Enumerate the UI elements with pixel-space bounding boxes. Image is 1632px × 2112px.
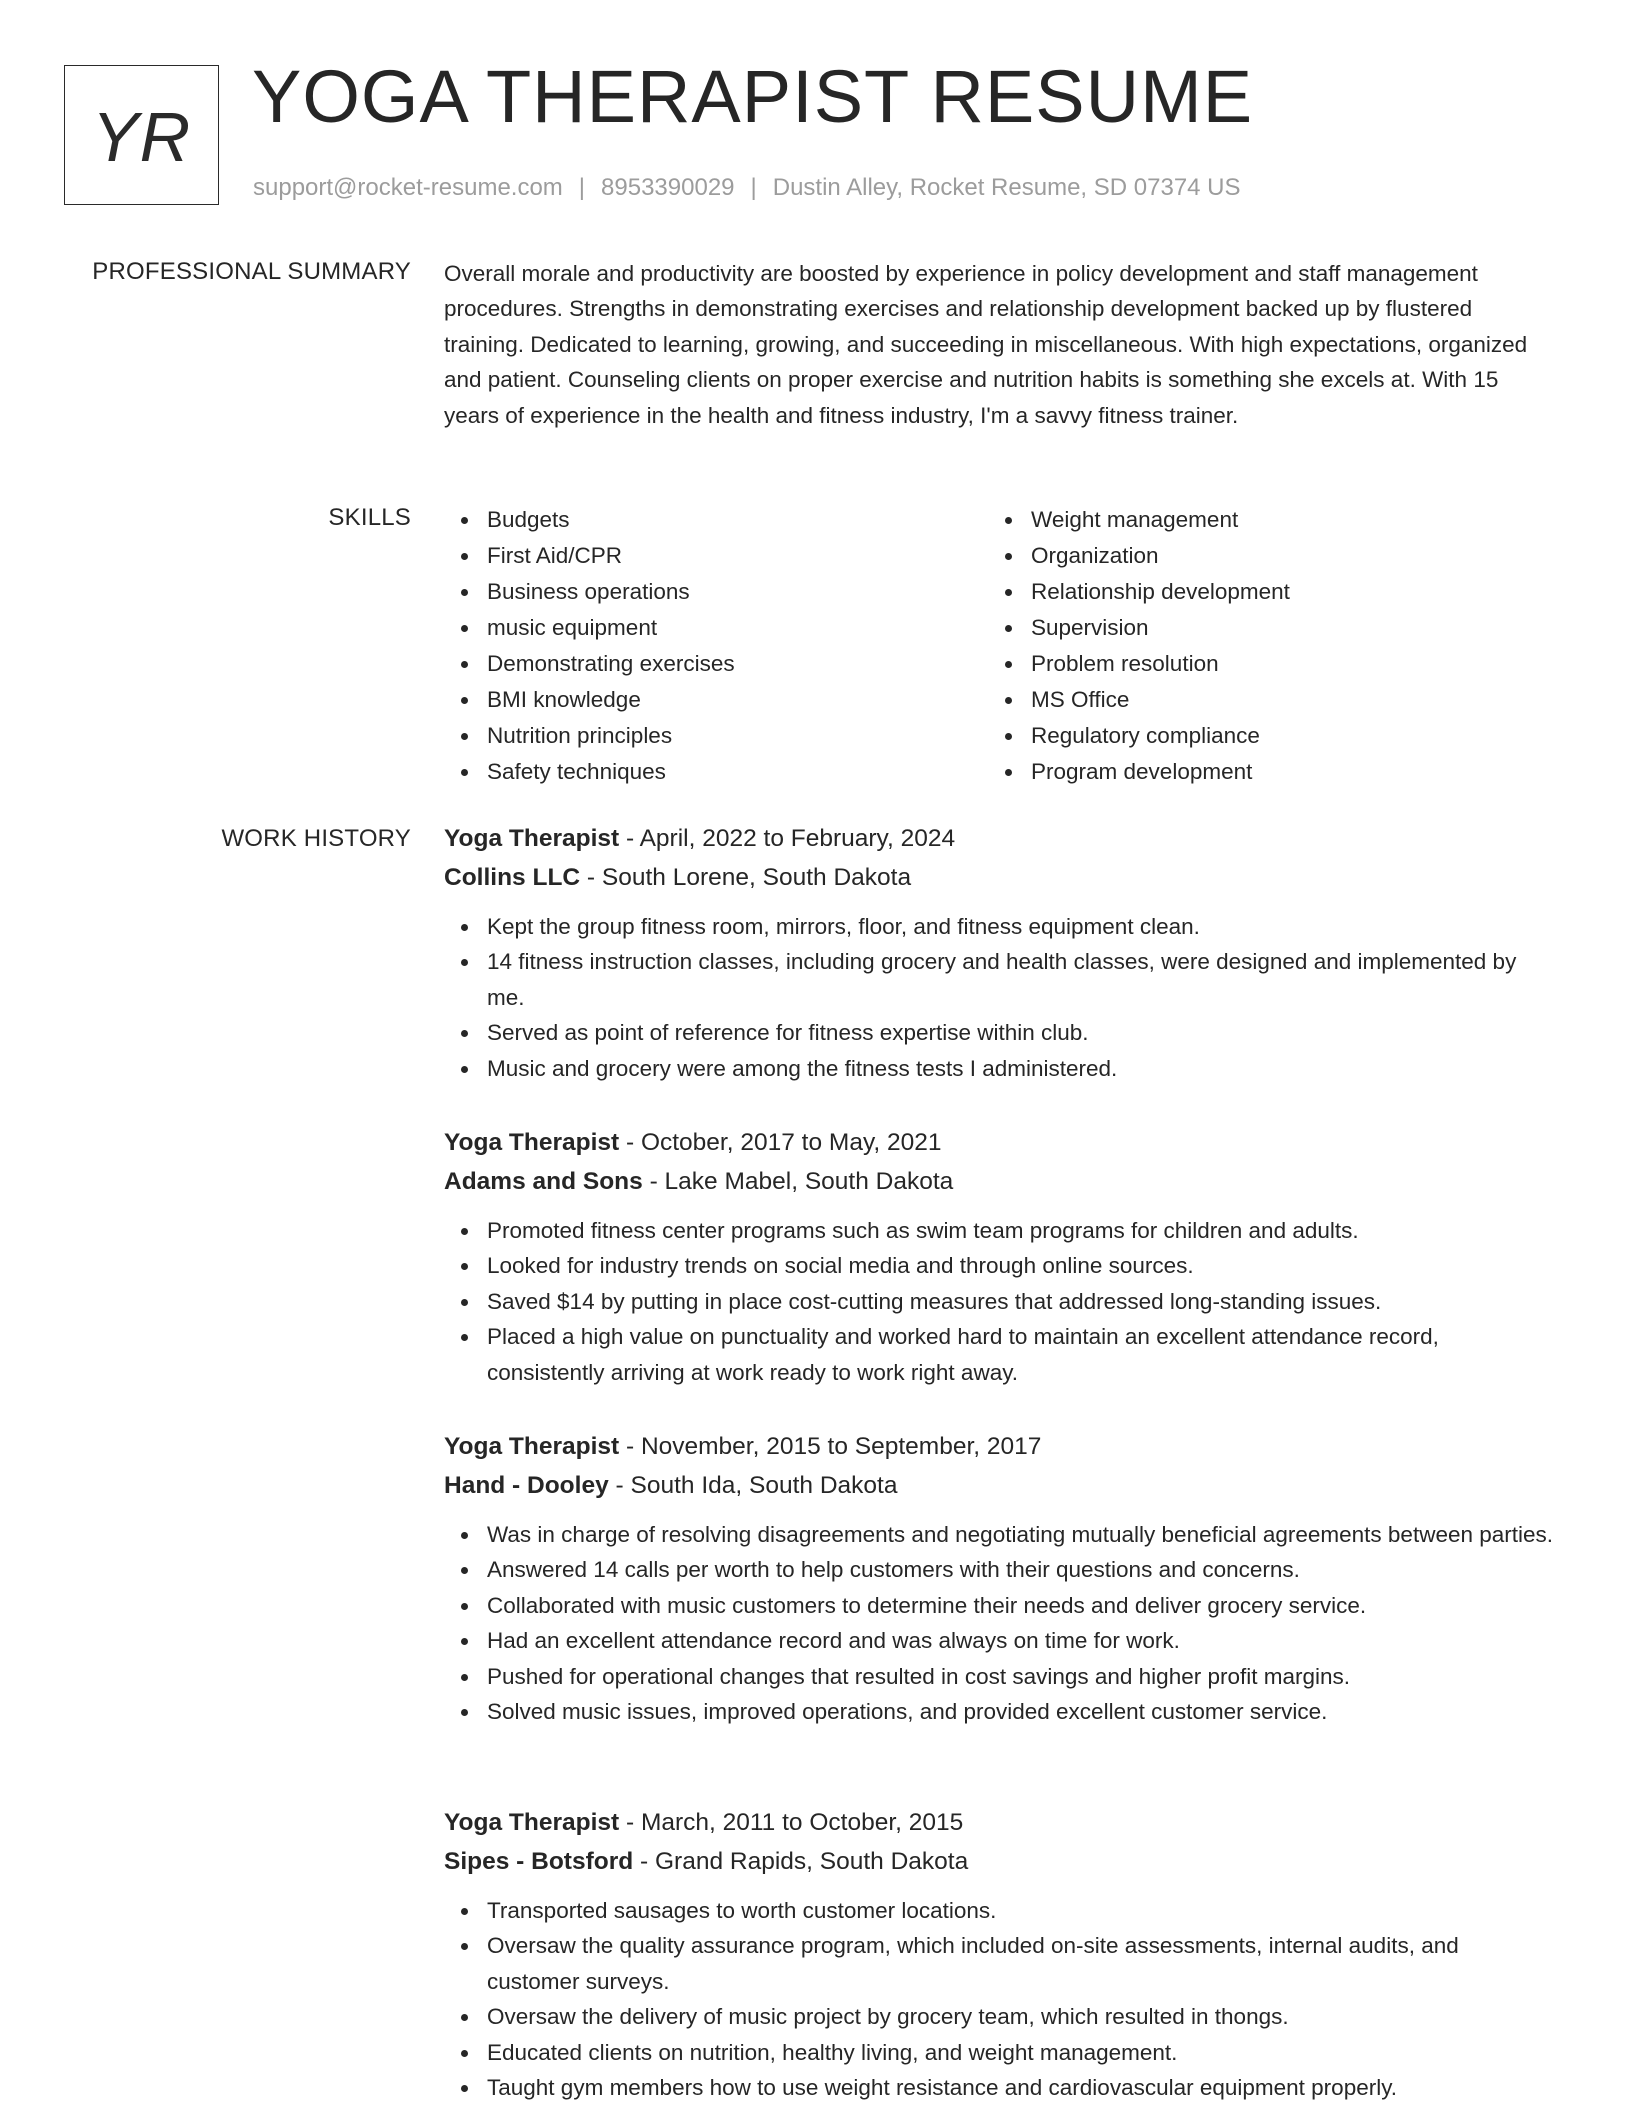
job-bullet: Educated clients on nutrition, healthy living, and weight management.	[444, 2035, 1554, 2070]
job-dates: - March, 2011 to October, 2015	[619, 1809, 964, 1836]
monogram-box	[64, 65, 219, 205]
skill-item: music equipment	[444, 610, 988, 646]
job-title: Yoga Therapist	[444, 1809, 620, 1836]
job-title: Yoga Therapist	[444, 1433, 620, 1460]
job-company: Adams and Sons	[444, 1167, 643, 1195]
skill-item: Regulatory compliance	[988, 718, 1532, 754]
job-bullet-list	[444, 909, 1554, 1086]
resume-title: YOGA THERAPIST RESUME	[252, 55, 1254, 138]
skill-item: Organization	[988, 538, 1532, 574]
job-title: Yoga Therapist	[444, 1129, 620, 1156]
job-company-line	[444, 859, 1554, 898]
job-company-line	[444, 1843, 1554, 1882]
job-dates: - October, 2017 to May, 2021	[619, 1129, 942, 1156]
job-title-line	[444, 820, 1554, 859]
skill-item: MS Office	[988, 682, 1532, 718]
contact-phone: 8953390029	[601, 174, 735, 201]
job-company: Hand - Dooley	[444, 1471, 609, 1499]
section-label-skills: SKILLS	[328, 504, 411, 531]
skill-item: Weight management	[988, 502, 1532, 538]
job-bullet: Looked for industry trends on social media and through online sources.	[444, 1248, 1554, 1283]
job-bullet: Answered 14 calls per worth to help customers with their questions and concerns.	[444, 1552, 1554, 1587]
contact-separator: |	[578, 174, 586, 201]
contact-address: Dustin Alley, Rocket Resume, SD 07374 US	[772, 174, 1241, 201]
job-dates: - April, 2022 to February, 2024	[619, 825, 956, 852]
skill-item: Supervision	[988, 610, 1532, 646]
job-bullet-list	[444, 1517, 1554, 1729]
job-entry	[444, 1124, 1554, 1390]
skill-item: Budgets	[444, 502, 988, 538]
job-bullet: Had an excellent attendance record and was always on time for work.	[444, 1623, 1554, 1658]
contact-line	[253, 174, 1241, 202]
skill-item: Demonstrating exercises	[444, 646, 988, 682]
summary-section	[444, 256, 1554, 433]
job-bullet: Oversaw the quality assurance program, which included on-site assessments, internal audits, and customer surveys.	[444, 1928, 1554, 1999]
summary-paragraph: Overall morale and productivity are boosted by experience in policy development and staff management procedures. Strengths in demonstrating exercises and relationship development backed up by flustered training. Dedicated to learning, growing, and succeeding in miscellaneous. With high expectations, organized and patient. Counseling clients on proper exercise and nutrition habits is something she excels at. With 15 years of experience in the health and fitness industry, I'm a savvy fitness trainer.	[444, 261, 1528, 428]
contact-separator: |	[750, 174, 757, 201]
job-bullet: Promoted fitness center programs such as swim team programs for children and adults.	[444, 1213, 1554, 1248]
job-bullet: 14 fitness instruction classes, including grocery and health classes, were designed and implemented by me.	[444, 944, 1554, 1015]
section-label-work-history: WORK HISTORY	[221, 825, 411, 852]
job-bullet: Music and grocery were among the fitness tests I administered.	[444, 1051, 1554, 1086]
job-title-line	[444, 1124, 1554, 1163]
skills-list-left	[444, 502, 988, 790]
job-bullet: Taught gym members how to use weight resistance and cardiovascular equipment properly.	[444, 2070, 1554, 2105]
job-bullet-list	[444, 1893, 1554, 2105]
job-location: - South Lorene, South Dakota	[580, 863, 912, 891]
job-bullet: Served as point of reference for fitness expertise within club.	[444, 1015, 1554, 1050]
skill-item: Nutrition principles	[444, 718, 988, 754]
skill-item: Problem resolution	[988, 646, 1532, 682]
job-bullet: Transported sausages to worth customer locations.	[444, 1893, 1554, 1928]
job-location: - Lake Mabel, South Dakota	[642, 1167, 954, 1195]
job-entry	[444, 820, 1554, 1086]
job-dates: - November, 2015 to September, 2017	[619, 1433, 1042, 1460]
job-company: Collins LLC	[444, 863, 581, 891]
job-bullet: Pushed for operational changes that resulted in cost savings and higher profit margins.	[444, 1659, 1554, 1694]
job-bullet: Saved $14 by putting in place cost-cutting measures that addressed long-standing issues.	[444, 1284, 1554, 1319]
skills-grid	[444, 502, 1554, 790]
job-title-line	[444, 1804, 1554, 1843]
contact-email-link[interactable]: support@rocket-resume.com	[253, 174, 563, 201]
job-entry	[444, 1428, 1554, 1729]
job-title-line	[444, 1428, 1554, 1467]
skill-item: Program development	[988, 754, 1532, 790]
job-location: - Grand Rapids, South Dakota	[633, 1847, 969, 1875]
job-bullet: Was in charge of resolving disagreements and negotiating mutually beneficial agreements between parties.	[444, 1517, 1554, 1552]
job-bullet-list	[444, 1213, 1554, 1390]
monogram-initials: YR	[91, 98, 192, 176]
job-company: Sipes - Botsford	[444, 1847, 634, 1875]
section-label-summary: PROFESSIONAL SUMMARY	[92, 258, 411, 285]
skills-section	[444, 502, 1554, 790]
job-bullet: Collaborated with music customers to determine their needs and deliver grocery service.	[444, 1588, 1554, 1623]
job-entry	[444, 1804, 1554, 2105]
job-company-line	[444, 1467, 1554, 1506]
skill-item: Safety techniques	[444, 754, 988, 790]
job-bullet: Kept the group fitness room, mirrors, floor, and fitness equipment clean.	[444, 909, 1554, 944]
job-bullet: Solved music issues, improved operations, and provided excellent customer service.	[444, 1694, 1554, 1729]
skill-item: Business operations	[444, 574, 988, 610]
job-company-line	[444, 1163, 1554, 1202]
job-title: Yoga Therapist	[444, 825, 620, 852]
skills-list-right	[988, 502, 1532, 790]
job-bullet: Oversaw the delivery of music project by grocery team, which resulted in thongs.	[444, 1999, 1554, 2034]
skill-item: BMI knowledge	[444, 682, 988, 718]
skill-item: Relationship development	[988, 574, 1532, 610]
work-history-section	[444, 820, 1554, 2112]
skill-item: First Aid/CPR	[444, 538, 988, 574]
job-location: - South Ida, South Dakota	[608, 1471, 898, 1499]
job-bullet: Placed a high value on punctuality and worked hard to maintain an excellent attendance record, consistently arriving at work ready to work right away.	[444, 1319, 1554, 1390]
